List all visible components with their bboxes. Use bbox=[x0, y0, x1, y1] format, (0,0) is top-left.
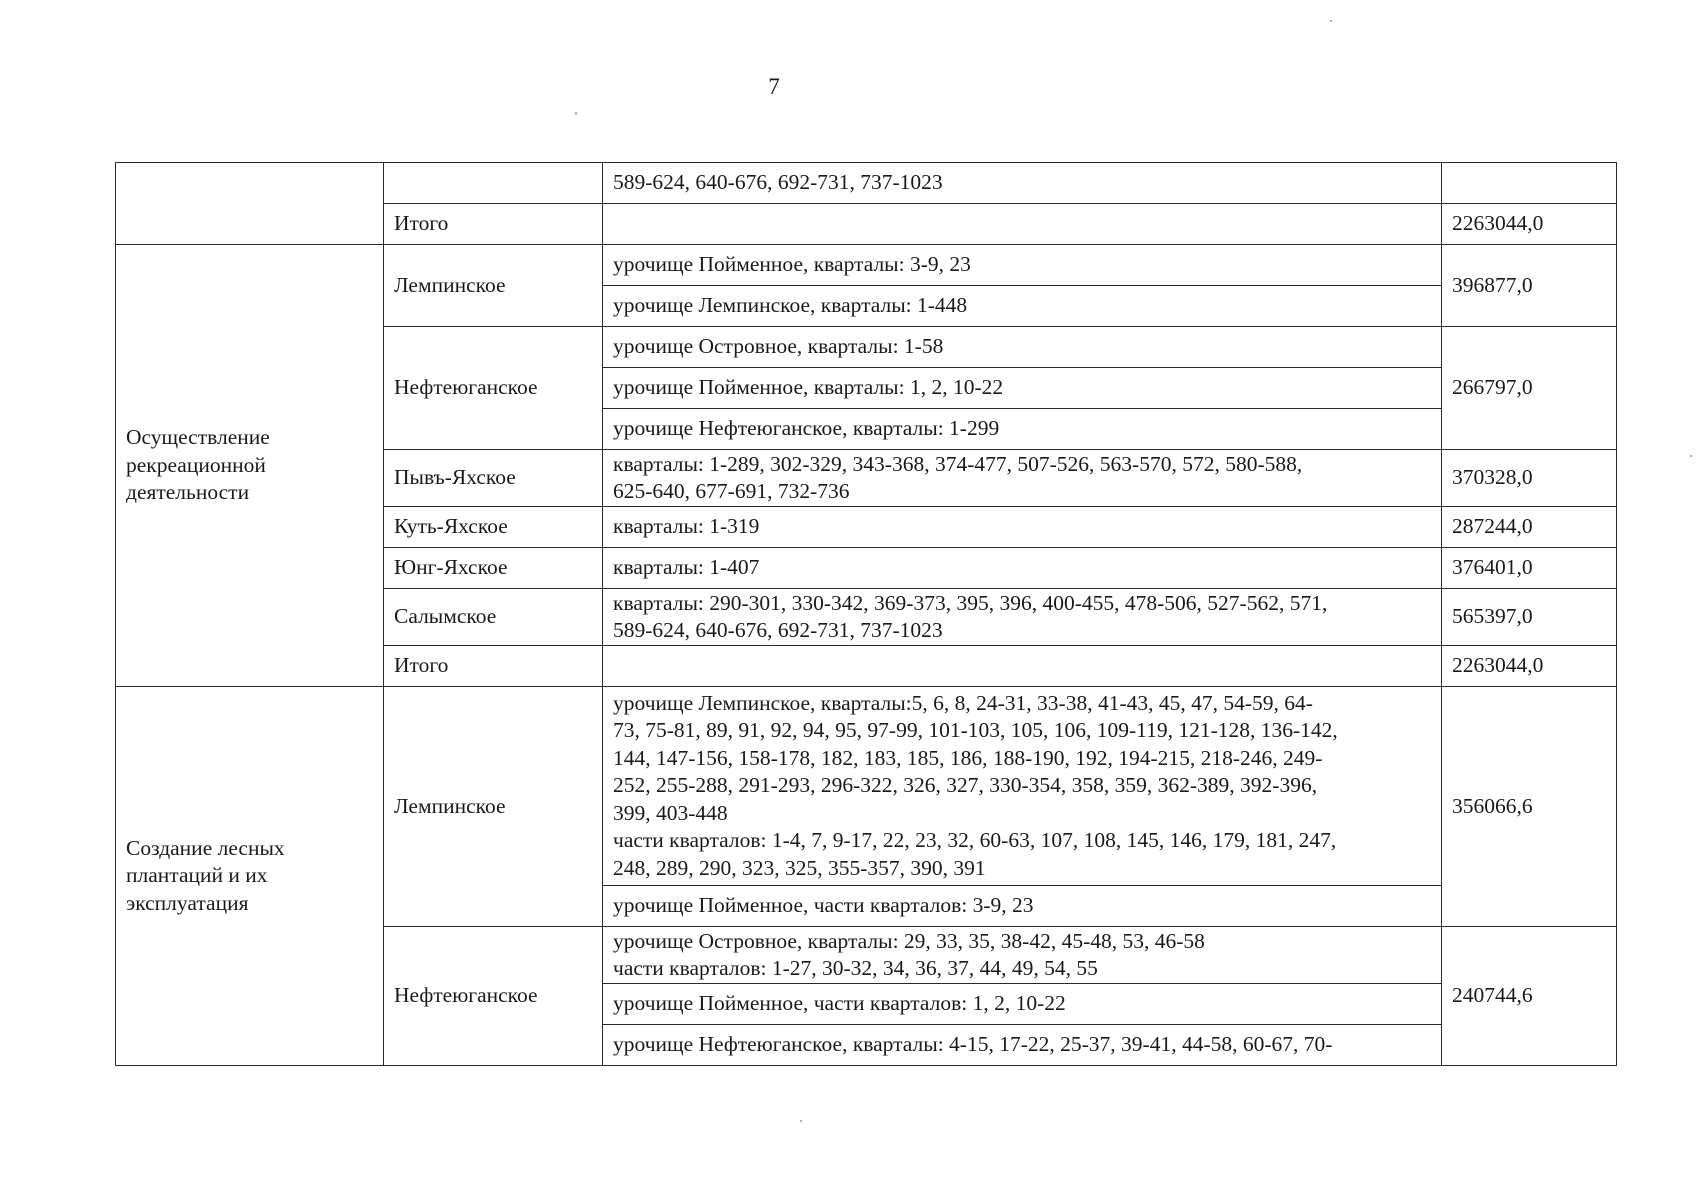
parts-line: кварталы: 290-301, 330-342, 369-373, 395, 396, 400-455, 478-506, 527-562, 571, bbox=[613, 590, 1328, 615]
forestry-cell: Нефтеюганское bbox=[384, 327, 603, 450]
activity-label: Осуществление рекреационной деятельности bbox=[126, 425, 270, 505]
parts-line: 399, 403-448 bbox=[613, 800, 728, 825]
parts-cell: урочище Островное, кварталы: 1-58 bbox=[603, 327, 1442, 368]
table-row bbox=[116, 245, 1617, 286]
scan-speck bbox=[800, 1120, 802, 1122]
area-cell: 266797,0 bbox=[1442, 327, 1617, 450]
forestry-cell: Пывъ-Яхское bbox=[384, 450, 603, 507]
parts-line: урочище Лемпинское, кварталы:5, 6, 8, 24-31, 33-38, 41-43, 45, 47, 54-59, 64- bbox=[613, 690, 1313, 715]
parts-cell: урочище Пойменное, кварталы: 1, 2, 10-22 bbox=[603, 368, 1442, 409]
parts-line: 248, 289, 290, 323, 325, 355-357, 390, 391 bbox=[613, 855, 986, 880]
parts-cell-empty bbox=[603, 646, 1442, 687]
parts-line: 589-624, 640-676, 692-731, 737-1023 bbox=[613, 618, 943, 642]
activity-cell-empty bbox=[116, 163, 384, 245]
forestry-cell: Лемпинское bbox=[384, 687, 603, 927]
forestry-cell: Юнг-Яхское bbox=[384, 548, 603, 589]
parts-cell: кварталы: 1-407 bbox=[603, 548, 1442, 589]
area-cell: 356066,6 bbox=[1442, 687, 1617, 927]
area-cell: 287244,0 bbox=[1442, 507, 1617, 548]
forest-areas-table bbox=[115, 162, 1617, 1066]
activity-cell bbox=[116, 687, 384, 1066]
parts-line: 252, 255-288, 291-293, 296-322, 326, 327, 330-354, 358, 359, 362-389, 392-396, bbox=[613, 773, 1318, 798]
parts-line: кварталы: 1-289, 302-329, 343-368, 374-477, 507-526, 563-570, 572, 580-588, bbox=[613, 451, 1303, 476]
parts-cell: 589-624, 640-676, 692-731, 737-1023 bbox=[603, 163, 1442, 204]
scan-speck bbox=[575, 112, 577, 115]
area-cell: 2263044,0 bbox=[1442, 646, 1617, 687]
forestry-cell-empty bbox=[384, 163, 603, 204]
area-cell: 240744,6 bbox=[1442, 927, 1617, 1066]
parts-cell bbox=[603, 589, 1442, 646]
activity-label: Создание лесных плантаций и их эксплуатация bbox=[126, 835, 285, 915]
area-cell-empty bbox=[1442, 163, 1617, 204]
parts-line: 144, 147-156, 158-178, 182, 183, 185, 186, 188-190, 192, 194-215, 218-246, 249- bbox=[613, 745, 1323, 770]
parts-line: 625-640, 677-691, 732-736 bbox=[613, 479, 850, 503]
table-row bbox=[116, 687, 1617, 886]
forestry-cell: Итого bbox=[384, 204, 603, 245]
parts-cell bbox=[603, 450, 1442, 507]
parts-cell: кварталы: 1-319 bbox=[603, 507, 1442, 548]
parts-cell: урочище Пойменное, части кварталов: 1, 2, 10-22 bbox=[603, 984, 1442, 1025]
area-cell: 565397,0 bbox=[1442, 589, 1617, 646]
parts-line: части кварталов: 1-4, 7, 9-17, 22, 23, 32, 60-63, 107, 108, 145, 146, 179, 181, 247, bbox=[613, 828, 1337, 853]
page-number-text: 7 bbox=[768, 74, 780, 99]
table-row bbox=[116, 163, 1617, 204]
area-cell: 370328,0 bbox=[1442, 450, 1617, 507]
area-cell: 396877,0 bbox=[1442, 245, 1617, 327]
parts-line: урочище Островное, кварталы: 29, 33, 35, 38-42, 45-48, 53, 46-58 bbox=[613, 928, 1205, 953]
parts-cell: урочище Нефтеюганское, кварталы: 4-15, 17-22, 25-37, 39-41, 44-58, 60-67, 70- bbox=[603, 1025, 1442, 1066]
forestry-cell: Куть-Яхское bbox=[384, 507, 603, 548]
area-cell: 376401,0 bbox=[1442, 548, 1617, 589]
parts-cell: урочище Нефтеюганское, кварталы: 1-299 bbox=[603, 409, 1442, 450]
scan-speck bbox=[1690, 455, 1692, 457]
parts-line: части кварталов: 1-27, 30-32, 34, 36, 37, 44, 49, 54, 55 bbox=[613, 956, 1098, 980]
parts-cell: урочище Лемпинское, кварталы: 1-448 bbox=[603, 286, 1442, 327]
page-number bbox=[0, 74, 1698, 100]
parts-cell: урочище Пойменное, кварталы: 3-9, 23 bbox=[603, 245, 1442, 286]
activity-cell bbox=[116, 245, 384, 687]
parts-cell: урочище Пойменное, части кварталов: 3-9, 23 bbox=[603, 886, 1442, 927]
parts-cell-empty bbox=[603, 204, 1442, 245]
forestry-cell: Лемпинское bbox=[384, 245, 603, 327]
forestry-cell: Нефтеюганское bbox=[384, 927, 603, 1066]
forestry-cell: Итого bbox=[384, 646, 603, 687]
forestry-cell: Салымское bbox=[384, 589, 603, 646]
parts-cell bbox=[603, 687, 1442, 886]
area-cell: 2263044,0 bbox=[1442, 204, 1617, 245]
parts-line: 73, 75-81, 89, 91, 92, 94, 95, 97-99, 101-103, 105, 106, 109-119, 121-128, 136-142, bbox=[613, 718, 1338, 743]
parts-cell bbox=[603, 927, 1442, 984]
scan-speck bbox=[1330, 20, 1332, 22]
